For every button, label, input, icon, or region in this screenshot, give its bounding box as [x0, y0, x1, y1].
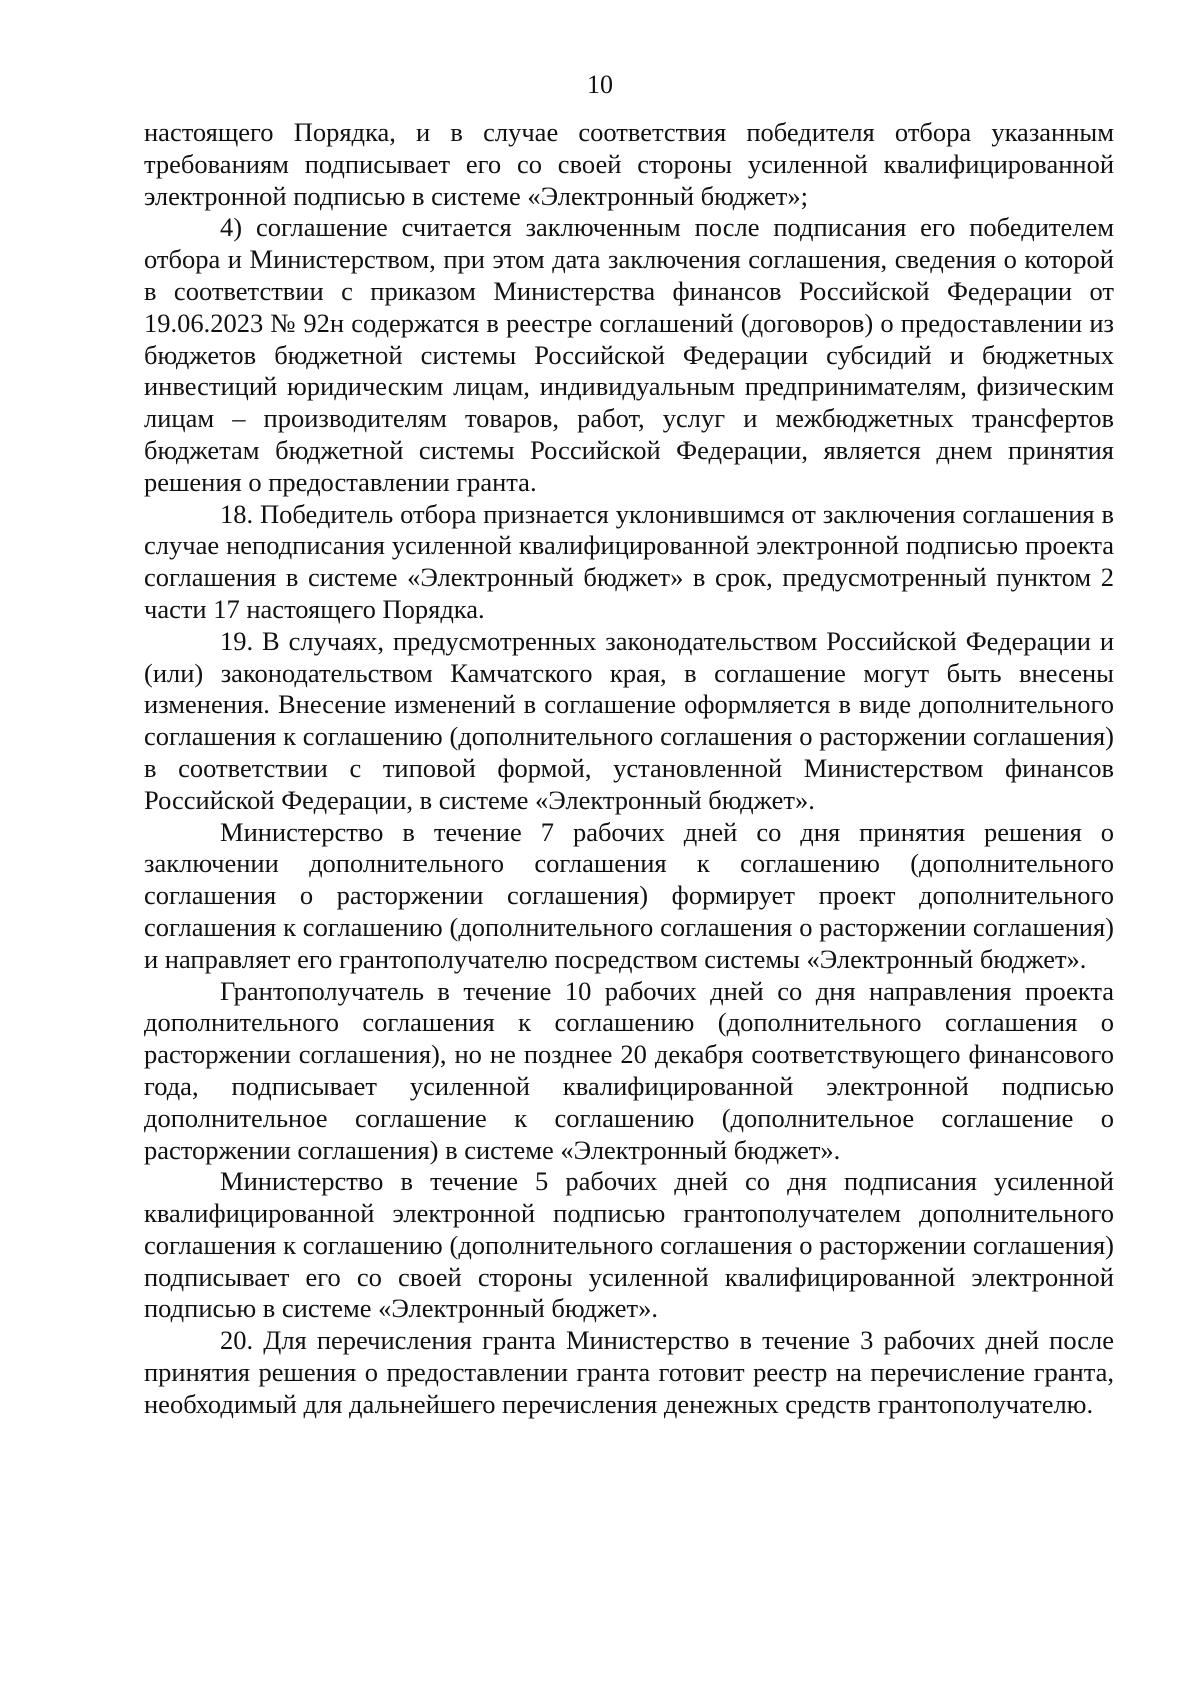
paragraph-section-18: 18. Победитель отбора признается уклонившимся от заключения соглашения в случае неподписания усиленной квалифицированной электронной подписью проекта соглашения в системе «Электронный бюджет» в срок, предусмотренный пунктом 2 части 17 настоящего Порядка. [144, 498, 1114, 624]
paragraph-section-20: 20. Для перечисления гранта Министерство в течение 3 рабочих дней после принятия решения о предоставлении гранта готовит реестр на перечисление гранта, необходимый для дальнейшего перечисления денежных средств грантополучателю. [144, 1325, 1114, 1419]
paragraph-ministry-signing: Министерство в течение 5 рабочих дней со дня подписания усиленной квалифицированной электронной подписью грантополучателем дополнительного соглашения к соглашению (дополнительного соглашения о расторжении соглашения) подписывает его со своей стороны усиленной квалифицированной электронной подписью в системе «Электронный бюджет». [144, 1166, 1114, 1324]
paragraph-continuation: настоящего Порядка, и в случае соответствия победителя отбора указанным требованиям подписывает его со своей стороны усиленной квалифицированной электронной подписью в системе «Электронный бюджет»; [144, 117, 1114, 211]
page-number: 10 [587, 70, 613, 99]
paragraph-item-4: 4) соглашение считается заключенным после подписания его победителем отбора и Министерством, при этом дата заключения соглашения, сведения о которой в соответствии с приказом Министерства финансов Российской Федерации от 19.06.2023 № 92н содержатся в реестре соглашений (договоров) о предоставлении из бюджетов бюджетной системы Российской Федерации субсидий и бюджетных инвестиций юридическим лицам, индивидуальным предпринимателям, физическим лицам – производителям товаров, работ, услуг и межбюджетных трансфертов бюджетам бюджетной системы Российской Федерации, является днем принятия решения о предоставлении гранта. [144, 212, 1114, 497]
paragraph-ministry-draft: Министерство в течение 7 рабочих дней со дня принятия решения о заключении дополнительного соглашения к соглашению (дополнительного соглашения о расторжении соглашения) формирует проект дополнительного соглашения к соглашению (дополнительного соглашения о расторжении соглашения) и направляет его грантополучателю посредством системы «Электронный бюджет». [144, 816, 1114, 974]
paragraph-section-19: 19. В случаях, предусмотренных законодательством Российской Федерации и (или) законодательством Камчатского края, в соглашение могут быть внесены изменения. Внесение изменений в соглашение оформляется в виде дополнительного соглашения к соглашению (дополнительного соглашения о расторжении соглашения) в соответствии с типовой формой, установленной Министерством финансов Российской Федерации, в системе «Электронный бюджет». [144, 625, 1114, 815]
document-body [144, 117, 1114, 1421]
paragraph-grantee-signing: Грантополучатель в течение 10 рабочих дней со дня направления проекта дополнительного соглашения к соглашению (дополнительного соглашения о расторжении соглашения), но не позднее 20 декабря соответствующего финансового года, подписывает усиленной квалифицированной электронной подписью дополнительное соглашение к соглашению (дополнительное соглашение о расторжении соглашения) в системе «Электронный бюджет». [144, 975, 1114, 1165]
